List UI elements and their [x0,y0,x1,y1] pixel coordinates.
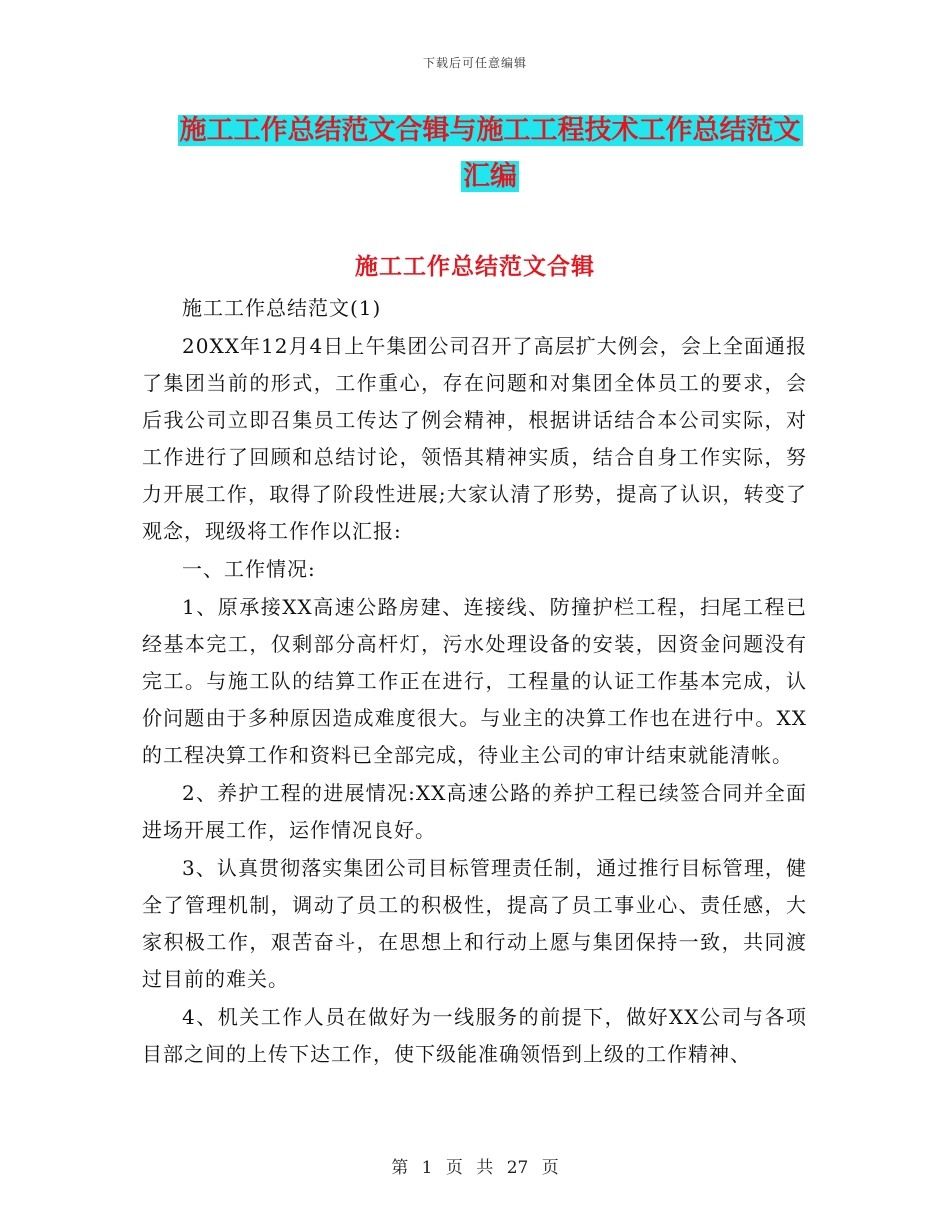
paragraph: 4、机关工作人员在做好为一线服务的前提下，做好XX公司与各项目部之间的上传下达工作，使下级能准确领悟到上级的工作精神、 [142,1005,807,1066]
document-title-line-1: 施工工作总结范文合辑与施工工程技术工作总结范文 [179,115,801,146]
section-title: 施工工作总结范文合辑 [355,253,595,280]
paragraph: 20XX年12月4日上午集团公司召开了高层扩大例会，会上全面通报了集团当前的形式，工作重心，存在问题和对集团全体员工的要求，会后我公司立即召集员工传达了例会精神，根据讲话结合本公司实际，对工作进行了回顾和总结讨论，领悟其精神实质，结合自身工作实际，努力开展工作，取得了阶段性进展;大家认清了形势，提高了认识，转变了观念，现级将工作作以汇报: [142,334,807,543]
paragraph-subtitle: 施工工作总结范文(1) [182,296,382,320]
paragraph: 3、认真贯彻落实集团公司目标管理责任制，通过推行目标管理，健全了管理机制，调动了员工的积极性，提高了员工事业心、责任感，大家积极工作，艰苦奋斗，在思想上和行动上愿与集团保持一致，共同渡过目前的难关。 [142,856,807,991]
document-title-line-2: 汇编 [463,161,517,192]
document-title [140,108,840,200]
paragraph-heading: 一、工作情况: [182,557,316,581]
paragraph: 2、养护工程的进展情况:XX高速公路的养护工程已续签合同并全面进场开展工作，运作情况良好。 [142,781,807,842]
paragraph: 1、原承接XX高速公路房建、连接线、防撞护栏工程，扫尾工程已经基本完工，仅剩部分高杆灯，污水处理设备的安装，因资金问题没有完工。与施工队的结算工作正在进行，工程量的认证工作基本完成，认价问题由于多种原因造成难度很大。与业主的决算工作也在进行中。XX的工程决算工作和资料已全部完成，待业主公司的审计结束就能清帐。 [142,595,807,767]
page-footer: 第 1 页 共 27 页 [391,1158,559,1178]
document-body [142,290,807,1074]
header-note: 下载后可任意编辑 [422,56,527,70]
